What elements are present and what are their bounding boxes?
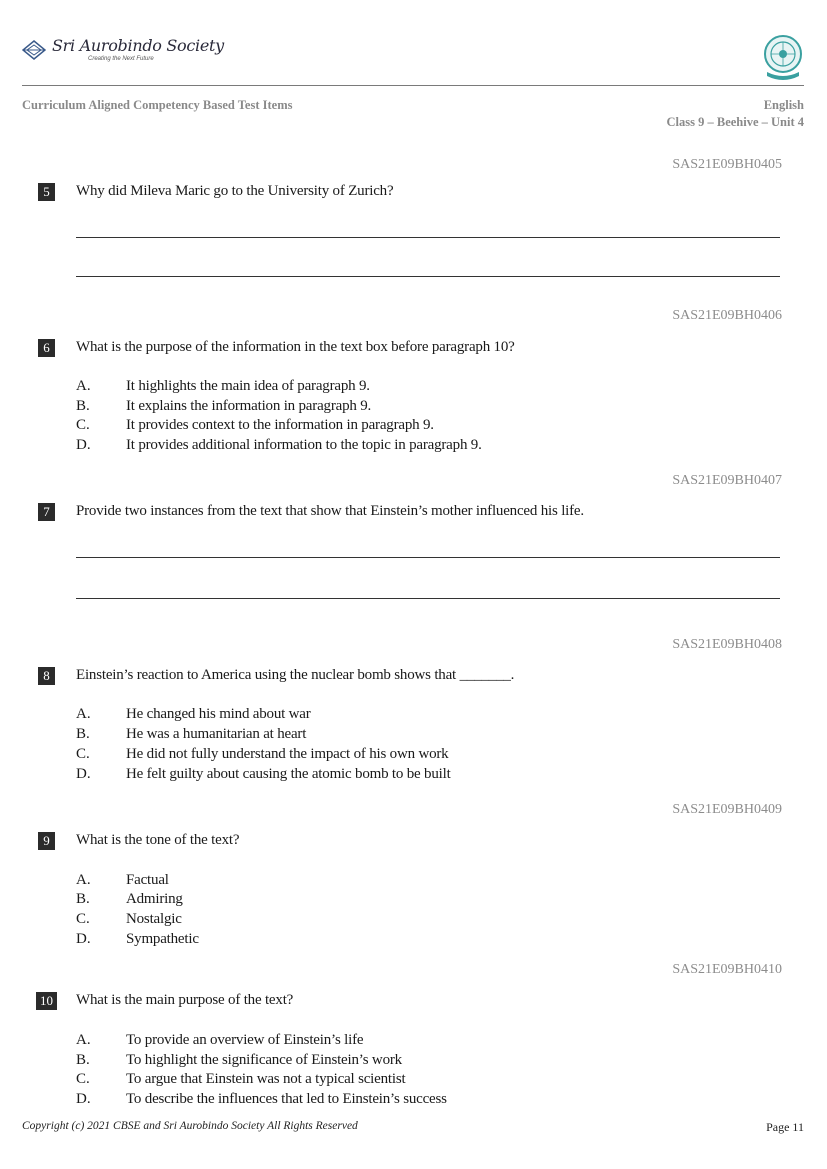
lotus-emblem-icon (22, 40, 46, 60)
question-number: 9 (38, 832, 55, 850)
sri-aurobindo-society-logo (22, 36, 224, 70)
option-text[interactable]: To argue that Einstein was not a typical scientist (126, 1071, 406, 1087)
item-code: SAS21E09BH0410 (672, 962, 782, 977)
class-unit-label: Class 9 – Beehive – Unit 4 (666, 115, 804, 129)
option-text[interactable]: To highlight the significance of Einstein’s work (126, 1052, 402, 1068)
answer-line[interactable] (76, 557, 780, 558)
question-text: What is the main purpose of the text? (76, 992, 294, 1008)
option-letter: D. (76, 766, 91, 782)
option-text[interactable]: It highlights the main idea of paragraph 9. (126, 378, 370, 394)
option-letter: C. (76, 911, 90, 927)
option-text[interactable]: Factual (126, 872, 169, 888)
option-letter: B. (76, 726, 90, 742)
option-letter: A. (76, 706, 91, 722)
page-number: Page 11 (766, 1120, 804, 1134)
answer-line[interactable] (76, 598, 780, 599)
copyright-notice: Copyright (c) 2021 CBSE and Sri Aurobindo Society All Rights Reserved (22, 1120, 358, 1132)
option-text[interactable]: He felt guilty about causing the atomic bomb to be built (126, 766, 451, 782)
answer-line[interactable] (76, 276, 780, 277)
option-letter: C. (76, 746, 90, 762)
question-text: Why did Mileva Maric go to the University of Zurich? (76, 183, 394, 199)
brand-tagline: Creating the Next Future (88, 56, 154, 62)
question-number: 6 (38, 339, 55, 357)
option-text[interactable]: To provide an overview of Einstein’s life (126, 1032, 364, 1048)
item-code: SAS21E09BH0406 (672, 308, 782, 323)
option-letter: C. (76, 1071, 90, 1087)
option-text[interactable]: Admiring (126, 891, 183, 907)
option-letter: D. (76, 437, 91, 453)
option-letter: D. (76, 931, 91, 947)
subject-label: English (763, 98, 804, 112)
option-text[interactable]: He was a humanitarian at heart (126, 726, 307, 742)
option-text[interactable]: To describe the influences that led to Einstein’s success (126, 1091, 447, 1107)
option-letter: B. (76, 398, 90, 414)
cbse-seal-logo (762, 34, 804, 82)
option-letter: B. (76, 1052, 90, 1068)
question-text: Provide two instances from the text that show that Einstein’s mother influenced his life. (76, 503, 584, 519)
option-letter: D. (76, 1091, 91, 1107)
option-text[interactable]: It explains the information in paragraph 9. (126, 398, 372, 414)
question-number: 5 (38, 183, 55, 201)
option-text[interactable]: It provides additional information to the topic in paragraph 9. (126, 437, 482, 453)
option-letter: A. (76, 378, 91, 394)
item-code: SAS21E09BH0408 (672, 637, 782, 652)
cbse-seal-icon (762, 34, 804, 82)
option-text[interactable]: It provides context to the information in paragraph 9. (126, 417, 434, 433)
question-text: What is the purpose of the information in the text box before paragraph 10? (76, 339, 515, 355)
item-code: SAS21E09BH0407 (672, 473, 782, 488)
brand-name: Sri Aurobindo Society (52, 36, 224, 55)
option-letter: B. (76, 891, 90, 907)
option-text[interactable]: Nostalgic (126, 911, 182, 927)
option-text[interactable]: He did not fully understand the impact of his own work (126, 746, 449, 762)
item-code: SAS21E09BH0405 (672, 157, 782, 172)
option-letter: C. (76, 417, 90, 433)
option-letter: A. (76, 1032, 91, 1048)
question-number: 10 (36, 992, 57, 1010)
answer-line[interactable] (76, 237, 780, 238)
document-series-title: Curriculum Aligned Competency Based Test Items (22, 98, 293, 112)
option-text[interactable]: He changed his mind about war (126, 706, 311, 722)
option-text[interactable]: Sympathetic (126, 931, 199, 947)
question-text: What is the tone of the text? (76, 832, 240, 848)
question-text: Einstein’s reaction to America using the nuclear bomb shows that _______. (76, 667, 515, 683)
item-code: SAS21E09BH0409 (672, 802, 782, 817)
option-letter: A. (76, 872, 91, 888)
question-number: 7 (38, 503, 55, 521)
question-number: 8 (38, 667, 55, 685)
header-divider (22, 85, 804, 86)
